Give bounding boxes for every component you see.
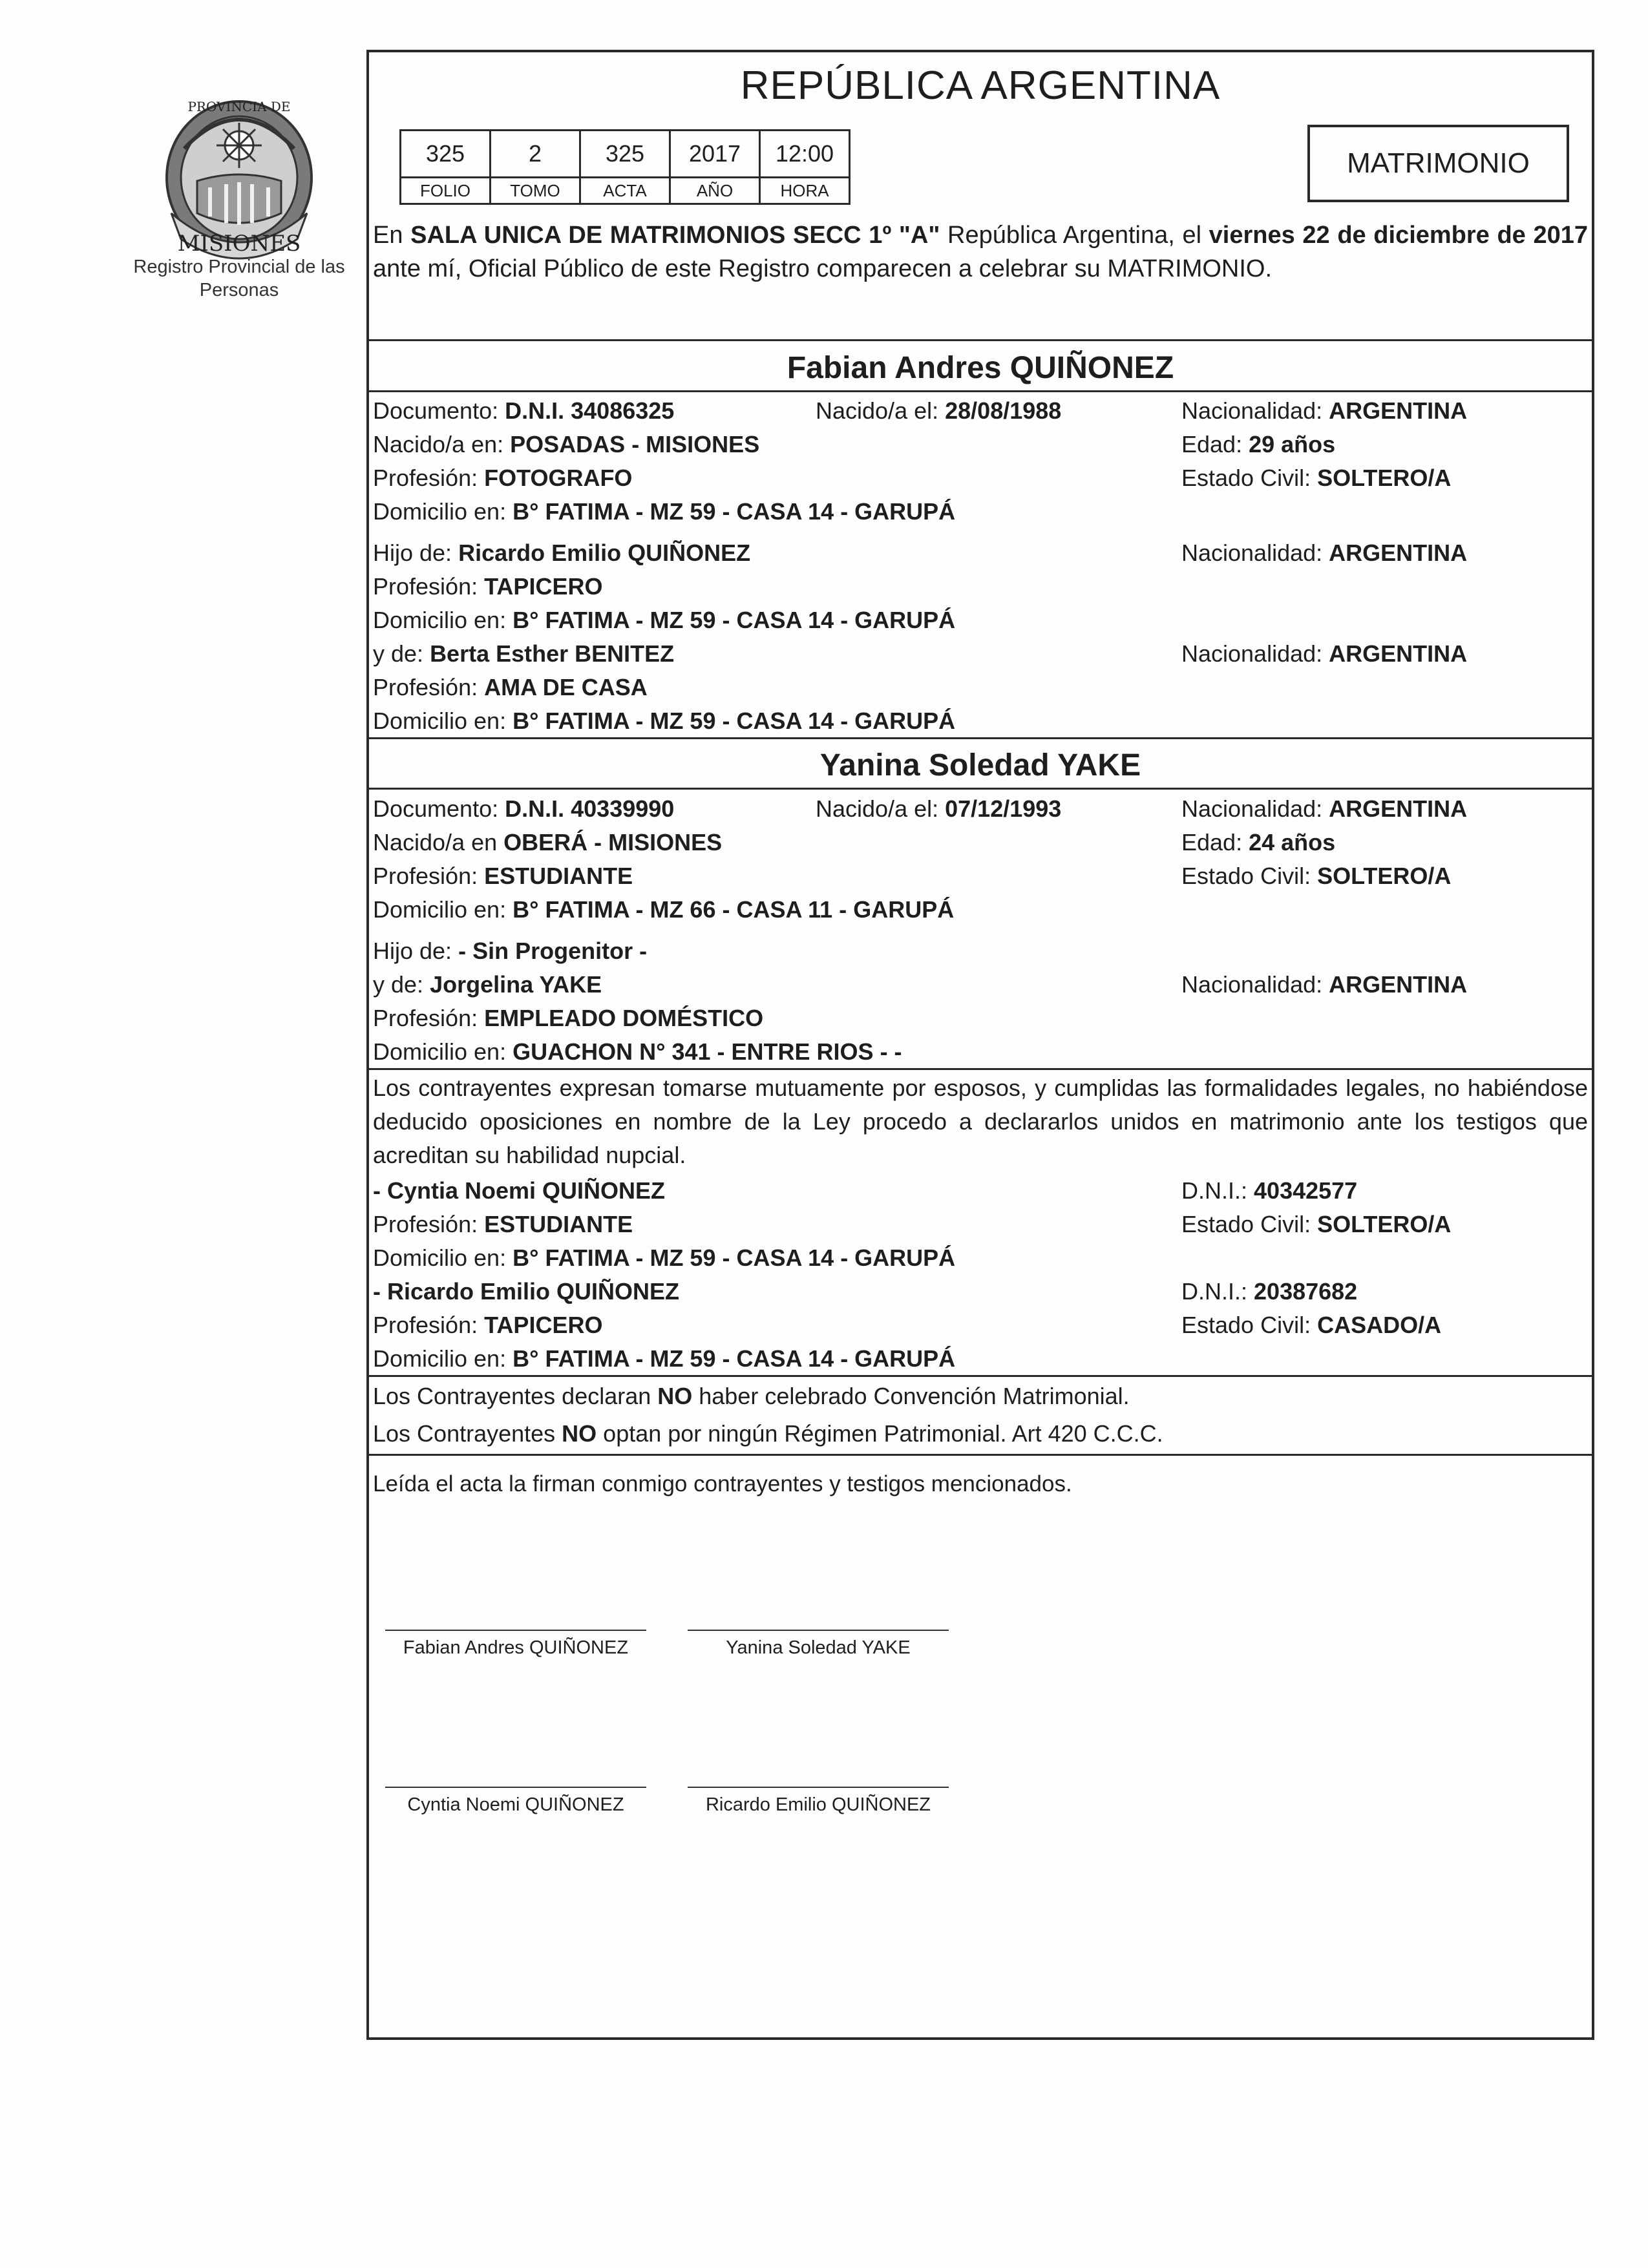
witness2-profession: Profesión: TAPICERO [373, 1312, 603, 1338]
provincial-seal-logo [145, 84, 333, 265]
spouse1-name: Fabian Andres QUIÑONEZ [787, 351, 1174, 385]
hora-label: HORA [760, 178, 850, 204]
country-title: REPÚBLICA ARGENTINA [740, 63, 1221, 108]
divider [366, 390, 1594, 392]
tomo-value: 2 [491, 131, 580, 178]
divider [366, 788, 1594, 790]
marriage-statement: Los contrayentes expresan tomarse mutuamente por esposos, y cumplidas las formalidades legales, no habiéndose deducido oposiciones en nombre de la Ley procedo a declararlos unidos en matrimonio ante los testigos que acreditan su habilidad nupcial. [373, 1075, 1588, 1168]
spouse2-birth-place: Nacido/a en OBERÁ - MISIONES [373, 829, 723, 856]
spouse1-father-address: Domicilio en: B° FATIMA - MZ 59 - CASA 14 - GARUPÁ [373, 607, 956, 633]
witness1-profession: Profesión: ESTUDIANTE [373, 1211, 633, 1237]
convention-line-2: Los Contrayentes NO optan por ningún Régimen Patrimonial. Art 420 C.C.C. [373, 1420, 1163, 1447]
registry-label: Registro Provincial de las Personas [133, 257, 345, 300]
spouse2-civil-status: Estado Civil: SOLTERO/A [1181, 863, 1452, 889]
divider [366, 339, 1594, 341]
spouse2-address: Domicilio en: B° FATIMA - MZ 66 - CASA 11 - GARUPÁ [373, 896, 955, 923]
witness1-address: Domicilio en: B° FATIMA - MZ 59 - CASA 14 - GARUPÁ [373, 1244, 956, 1271]
tomo-label: TOMO [491, 178, 580, 204]
spouse2-age: Edad: 24 años [1181, 829, 1336, 856]
svg-text:MISIONES: MISIONES [177, 231, 301, 257]
witness1-name: - Cyntia Noemi QUIÑONEZ [373, 1177, 666, 1204]
spouse2-mother: y de: Jorgelina YAKE [373, 971, 602, 998]
hora-value: 12:00 [760, 131, 850, 178]
spouse1-birth-date: Nacido/a el: 28/08/1988 [816, 397, 1062, 424]
spouse2-documento: Documento: D.N.I. 40339990 [373, 795, 675, 822]
anio-value: 2017 [670, 131, 760, 178]
divider [366, 1068, 1594, 1070]
folio-value: 325 [401, 131, 491, 178]
signature-witness1: Cyntia Noemi QUIÑONEZ [385, 1787, 646, 1816]
spouse1-civil-status: Estado Civil: SOLTERO/A [1181, 465, 1452, 491]
spouse2-mother-address: Domicilio en: GUACHON N° 341 - ENTRE RIOS - - [373, 1038, 902, 1065]
witness1-dni: D.N.I.: 40342577 [1181, 1177, 1358, 1204]
signature-spouse2: Yanina Soledad YAKE [688, 1630, 949, 1659]
spouse2-mother-nationality: Nacionalidad: ARGENTINA [1181, 971, 1468, 998]
spouse2-nationality: Nacionalidad: ARGENTINA [1181, 795, 1468, 822]
witness2-civil-status: Estado Civil: CASADO/A [1181, 1312, 1442, 1338]
signature-witness2: Ricardo Emilio QUIÑONEZ [688, 1787, 949, 1816]
acta-label: ACTA [580, 178, 670, 204]
spouse1-profession: Profesión: FOTOGRAFO [373, 465, 633, 491]
spouse2-profession: Profesión: ESTUDIANTE [373, 863, 633, 889]
spouse1-mother-nationality: Nacionalidad: ARGENTINA [1181, 640, 1468, 667]
spouse1-age: Edad: 29 años [1181, 431, 1336, 457]
divider [366, 1454, 1594, 1456]
spouse1-mother-address: Domicilio en: B° FATIMA - MZ 59 - CASA 14 - GARUPÁ [373, 708, 956, 734]
closing-statement: Leída el acta la firman conmigo contrayentes y testigos mencionados. [373, 1471, 1072, 1496]
spouse1-father-nationality: Nacionalidad: ARGENTINA [1181, 540, 1468, 566]
spouse2-mother-profession: Profesión: EMPLEADO DOMÉSTICO [373, 1005, 764, 1031]
convention-line-1: Los Contrayentes declaran NO haber celebrado Convención Matrimonial. [373, 1383, 1130, 1409]
spouse1-mother: y de: Berta Esther BENITEZ [373, 640, 675, 667]
spouse1-documento: Documento: D.N.I. 34086325 [373, 397, 675, 424]
spouse1-address: Domicilio en: B° FATIMA - MZ 59 - CASA 14 - GARUPÁ [373, 498, 956, 525]
spouse1-birth-place: Nacido/a en: POSADAS - MISIONES [373, 431, 760, 457]
acta-value: 325 [580, 131, 670, 178]
spouse2-birth-date: Nacido/a el: 07/12/1993 [816, 795, 1062, 822]
witness2-name: - Ricardo Emilio QUIÑONEZ [373, 1278, 680, 1305]
divider [366, 737, 1594, 739]
anio-label: AÑO [670, 178, 760, 204]
spouse2-name: Yanina Soledad YAKE [819, 748, 1141, 782]
divider [366, 1375, 1594, 1377]
spouse1-father-profession: Profesión: TAPICERO [373, 573, 603, 600]
registration-table [399, 129, 850, 205]
spouse1-nationality: Nacionalidad: ARGENTINA [1181, 397, 1468, 424]
witness2-address: Domicilio en: B° FATIMA - MZ 59 - CASA 14 - GARUPÁ [373, 1345, 956, 1372]
signature-spouse1: Fabian Andres QUIÑONEZ [385, 1630, 646, 1659]
document-type-box: MATRIMONIO [1307, 125, 1569, 202]
spouse1-father: Hijo de: Ricardo Emilio QUIÑONEZ [373, 540, 751, 566]
folio-label: FOLIO [401, 178, 491, 204]
spouse1-mother-profession: Profesión: AMA DE CASA [373, 674, 648, 700]
intro-paragraph: En SALA UNICA DE MATRIMONIOS SECC 1º "A" República Argentina, el viernes 22 de diciembre de 2017 ante mí, Oficial Público de este Registro comparecen a celebrar su MATRIMONIO. [373, 222, 1588, 282]
witness1-civil-status: Estado Civil: SOLTERO/A [1181, 1211, 1452, 1237]
svg-text:PROVINCIA DE: PROVINCIA DE [187, 99, 291, 114]
witness2-dni: D.N.I.: 20387682 [1181, 1278, 1358, 1305]
spouse2-father: Hijo de: - Sin Progenitor - [373, 938, 648, 964]
